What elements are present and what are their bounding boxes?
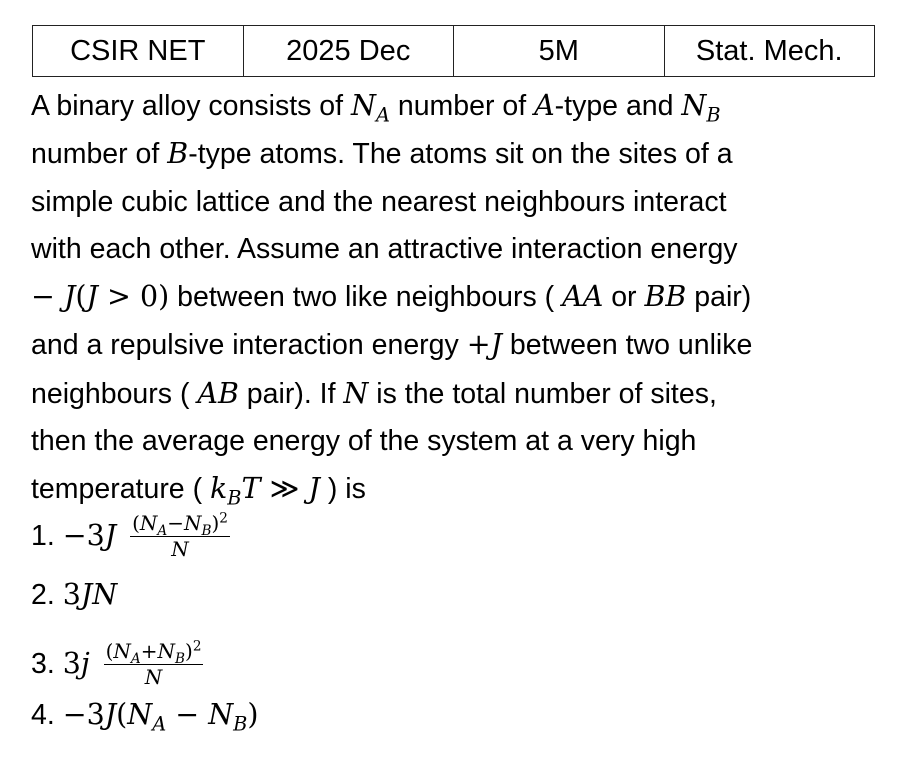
option-label: 2. [31, 578, 55, 611]
option-label: 4. [31, 698, 55, 731]
option-2[interactable] [31, 578, 117, 638]
question-line-5: − J(J > 0) between two like neighbours ( AA or BB pair) [31, 280, 752, 314]
option-4[interactable] [31, 698, 259, 758]
option-expression: −3J [62, 519, 117, 552]
exam-cell: CSIR NET [33, 26, 244, 77]
question-line-7: neighbours ( AB pair). If N is the total number of sites, [31, 376, 717, 410]
session-cell: 2025 Dec [243, 26, 454, 77]
option-label: 3. [31, 647, 55, 680]
question-meta-table [32, 25, 875, 77]
option-3[interactable] [31, 640, 203, 700]
question-line-2: number of B-type atoms. The atoms sit on the sites of a [31, 137, 733, 171]
question-line-4: with each other. Assume an attractive interaction energy [31, 232, 738, 265]
subject-cell: Stat. Mech. [664, 26, 875, 77]
question-line-8: then the average energy of the system at a very high [31, 425, 697, 458]
option-1[interactable] [31, 512, 230, 572]
option-label: 1. [31, 519, 55, 552]
question-line-6: and a repulsive interaction energy +J between two unlike [31, 328, 753, 362]
table-row [33, 26, 875, 77]
option-expression: 3JN [62, 578, 118, 612]
question-line-3: simple cubic lattice and the nearest neighbours interact [31, 185, 727, 218]
option-fraction: $\frac{(N_A+N_B)^2}{N}$ [105, 638, 202, 689]
option-expression: $-3J(N_A - N_B)$ [62, 698, 259, 737]
question-line-1: A binary alloy consists of $N_A$ number of A-type and $N_B$ [31, 89, 721, 127]
option-expression: 3j [62, 647, 90, 680]
question-line-9: temperature ( $k_BT$ ≫ J ) is [31, 472, 366, 511]
option-fraction: $\frac{(N_A-N_B)^2}{N}$ [132, 510, 228, 561]
question-text [31, 82, 891, 514]
marks-cell: 5M [454, 26, 665, 77]
